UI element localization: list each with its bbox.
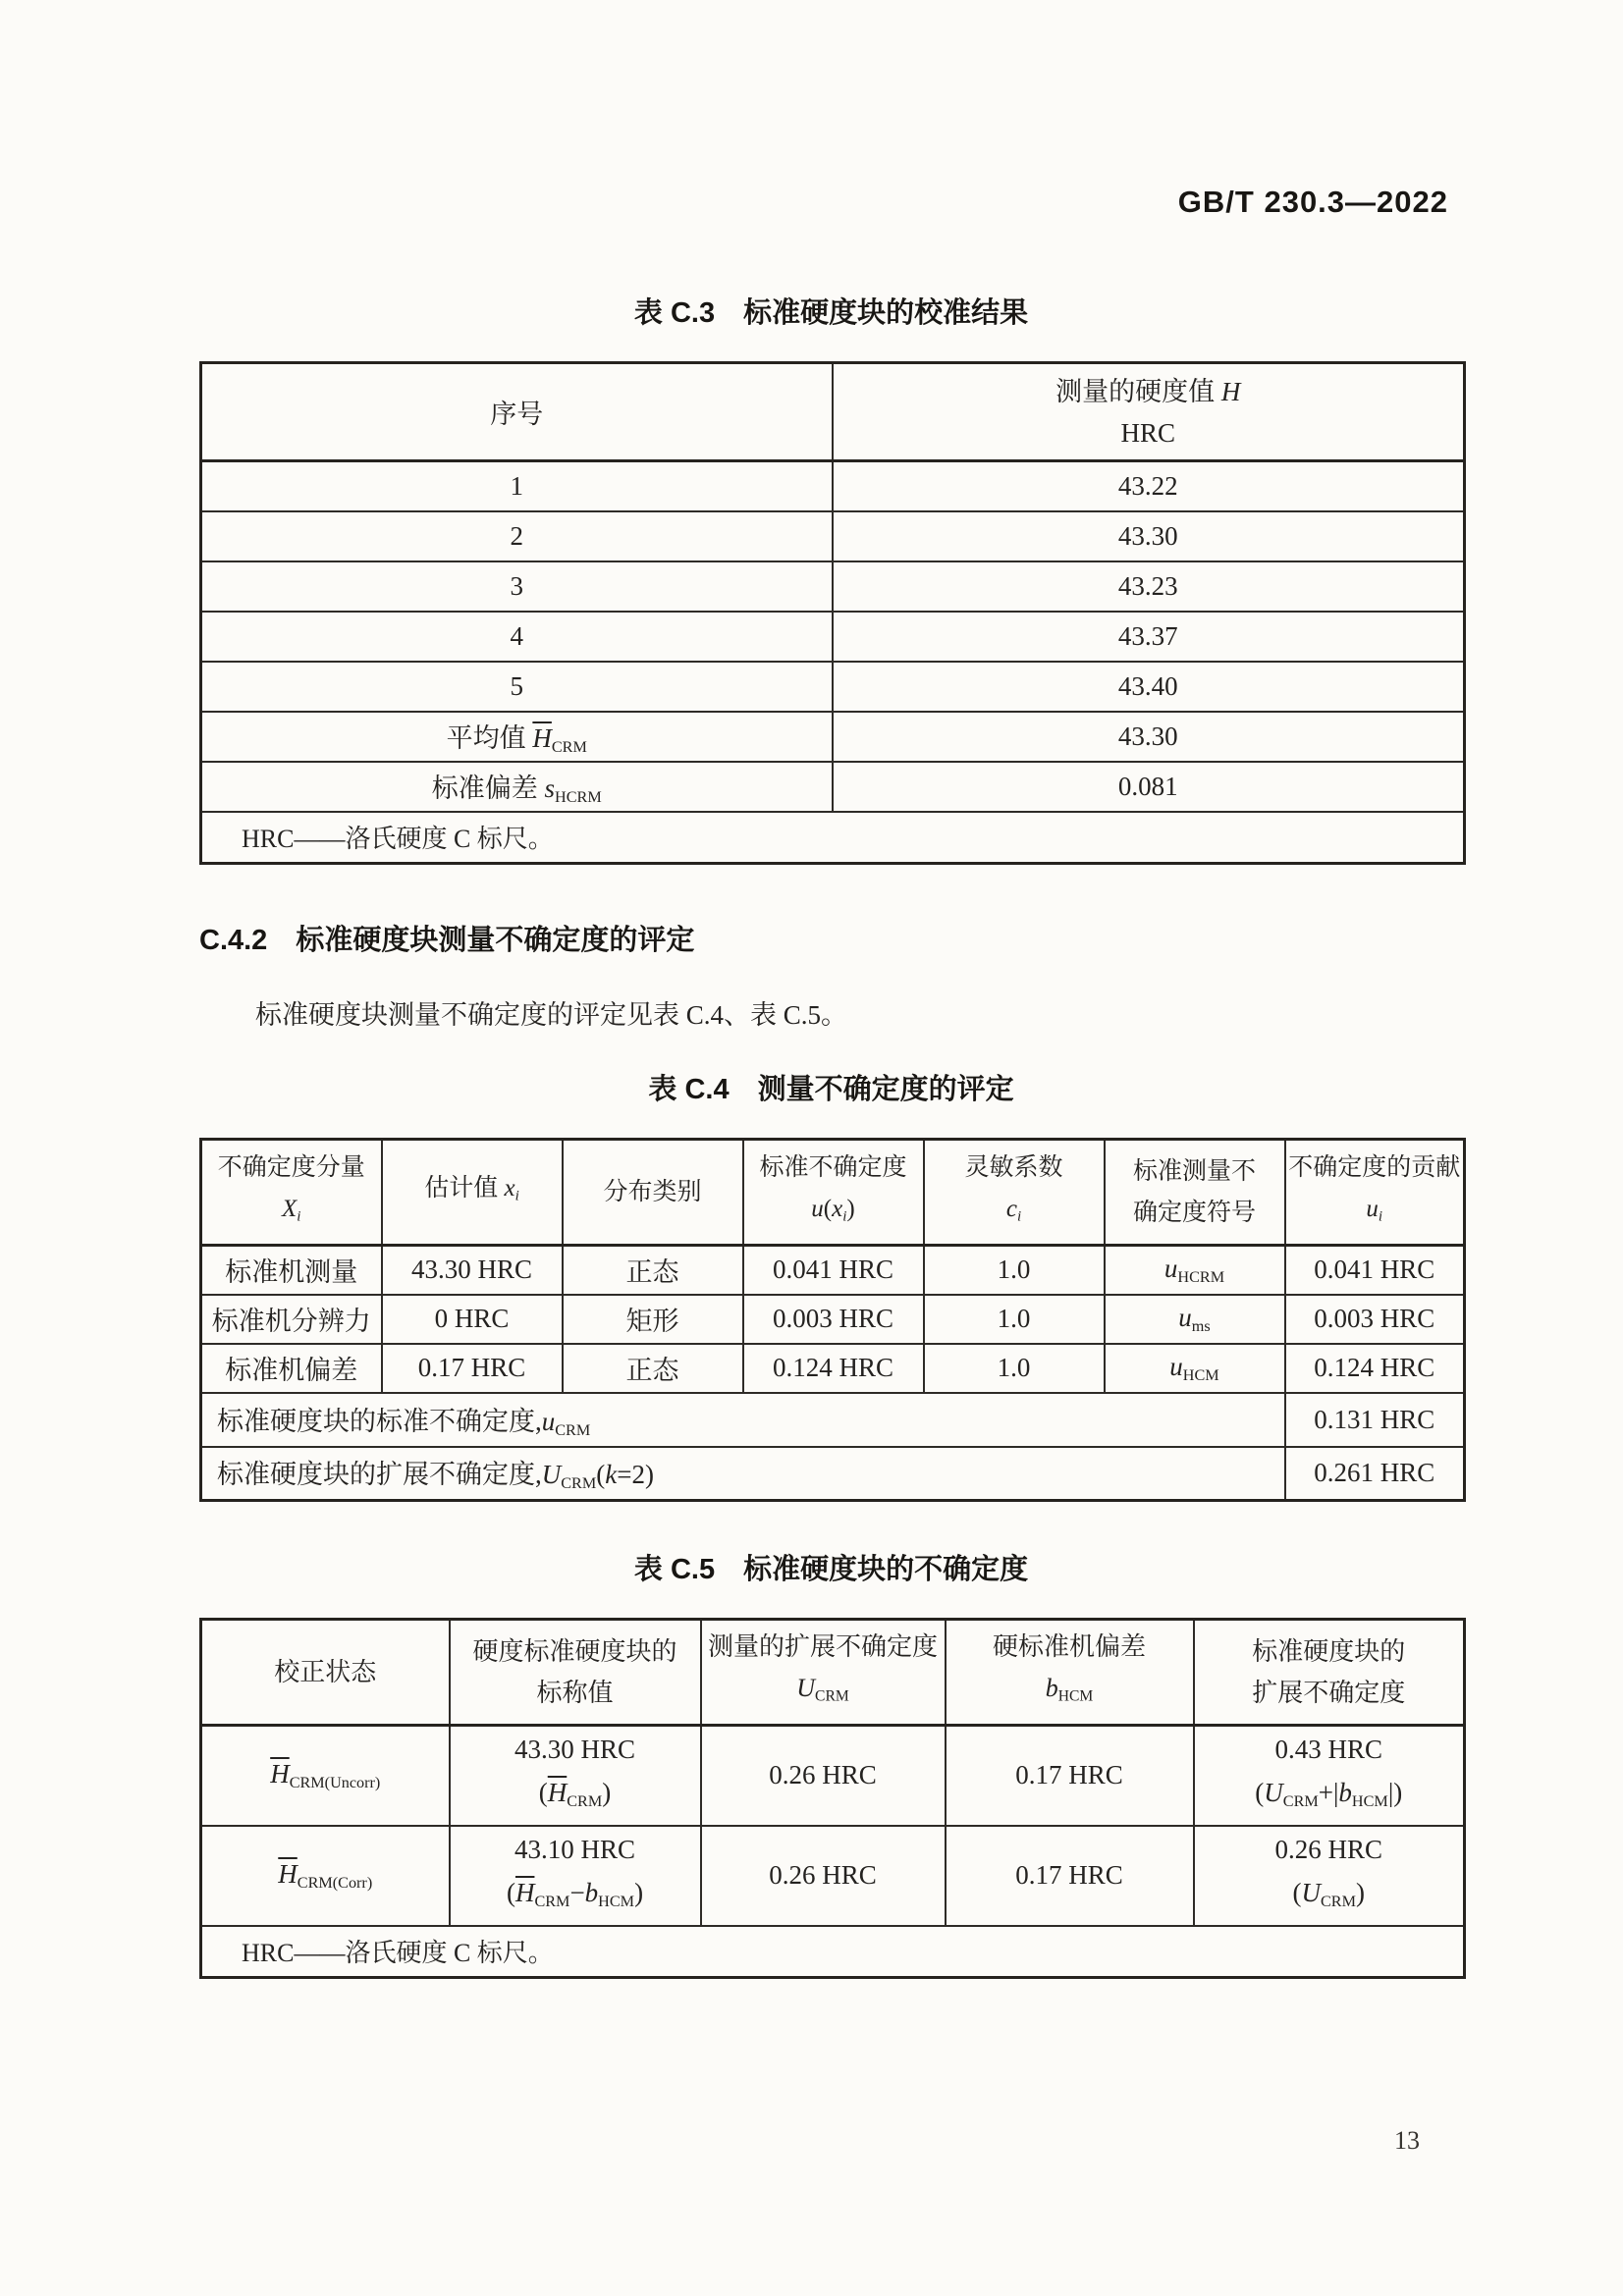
cell-hardness: 43.37 <box>833 612 1465 662</box>
cell-summary-value: 0.261 HRC <box>1285 1447 1465 1501</box>
cell-estimate: 0.17 HRC <box>382 1344 563 1393</box>
footnote-row <box>201 1926 1465 1978</box>
c5-header-block-expanded-uncertainty: 标准硬度块的 扩展不确定度 <box>1194 1620 1465 1726</box>
page-content <box>199 0 1463 1979</box>
cell-std-uncertainty: 0.124 HRC <box>743 1344 924 1393</box>
c5-footnote: HRC——洛氏硬度 C 标尺。 <box>201 1926 1465 1978</box>
cell-b-hcm: 0.17 HRC <box>946 1826 1194 1926</box>
cell-state: $\overline{H}CRM(Uncorr)$ <box>201 1726 450 1826</box>
c4-header-component: 不确定度分量 Xi <box>201 1140 382 1246</box>
cell-seq: 1 <box>201 461 833 511</box>
table-row <box>201 461 1465 511</box>
cell-seq: 4 <box>201 612 833 662</box>
table-c5 <box>199 1618 1466 1979</box>
cell-mean-value: 43.30 <box>833 712 1465 762</box>
stddev-row <box>201 762 1465 812</box>
c5-header-machine-bias: 硬标准机偏差 bHCM <box>946 1620 1194 1726</box>
cell-hardness: 43.23 <box>833 561 1465 612</box>
table-c4-header-row <box>201 1140 1465 1246</box>
cell-mean-label: 平均值 $\overline{H}CRM$ <box>201 712 833 762</box>
footnote-row <box>201 812 1465 864</box>
cell-component: 标准机偏差 <box>201 1344 382 1393</box>
cell-std-uncertainty: 0.041 HRC <box>743 1246 924 1295</box>
c4-header-symbol: 标准测量不 确定度符号 <box>1105 1140 1285 1246</box>
c5-header-nominal: 硬度标准硬度块的 标称值 <box>450 1620 701 1726</box>
cell-stddev-label: 标准偏差 sHCRM <box>201 762 833 812</box>
cell-component: 标准机分辨力 <box>201 1295 382 1344</box>
cell-summary-value: 0.131 HRC <box>1285 1393 1465 1447</box>
table-c4-title: 表 C.4 测量不确定度的评定 <box>648 1074 1014 1105</box>
cell-u-crm: 0.26 HRC <box>701 1826 946 1926</box>
c4-header-contribution: 不确定度的贡献 ui <box>1285 1140 1465 1246</box>
cell-expanded: 0.26 HRC (UCRM) <box>1194 1826 1465 1926</box>
cell-symbol: uHCRM <box>1105 1246 1285 1295</box>
table-row <box>201 1295 1465 1344</box>
c5-header-state: 校正状态 <box>201 1620 450 1726</box>
table-row <box>201 511 1465 561</box>
mean-row <box>201 712 1465 762</box>
cell-contribution: 0.003 HRC <box>1285 1295 1465 1344</box>
cell-hardness: 43.30 <box>833 511 1465 561</box>
cell-state: $\overline{H}CRM(Corr)$ <box>201 1826 450 1926</box>
c3-header-seq <box>201 363 833 461</box>
cell-distribution: 正态 <box>563 1246 743 1295</box>
table-c5-header-row <box>201 1620 1465 1726</box>
cell-sensitivity: 1.0 <box>924 1344 1105 1393</box>
table-row <box>201 612 1465 662</box>
summary-row <box>201 1393 1465 1447</box>
cell-distribution: 正态 <box>563 1344 743 1393</box>
cell-b-hcm: 0.17 HRC <box>946 1726 1194 1826</box>
table-c4 <box>199 1138 1466 1502</box>
table-row <box>201 1246 1465 1295</box>
c3-footnote: HRC——洛氏硬度 C 标尺。 <box>201 812 1465 864</box>
cell-hardness: 43.40 <box>833 662 1465 712</box>
standard-number: GB/T 230.3—2022 <box>1177 185 1448 219</box>
cell-seq: 3 <box>201 561 833 612</box>
c5-header-expanded-uncertainty: 测量的扩展不确定度 UCRM <box>701 1620 946 1726</box>
table-c3-header-row <box>201 363 1465 461</box>
cell-sensitivity: 1.0 <box>924 1246 1105 1295</box>
cell-distribution: 矩形 <box>563 1295 743 1344</box>
cell-summary-label: 标准硬度块的扩展不确定度,UCRM(k=2) <box>201 1447 1285 1501</box>
cell-stddev-value: 0.081 <box>833 762 1465 812</box>
cell-symbol: ums <box>1105 1295 1285 1344</box>
cell-estimate: 43.30 HRC <box>382 1246 563 1295</box>
table-c3 <box>199 361 1466 865</box>
cell-u-crm: 0.26 HRC <box>701 1726 946 1826</box>
cell-std-uncertainty: 0.003 HRC <box>743 1295 924 1344</box>
cell-hardness: 43.22 <box>833 461 1465 511</box>
c3-header-hardness <box>833 363 1465 461</box>
cell-nominal: 43.30 HRC $(\overline{H}CRM)$ <box>450 1726 701 1826</box>
cell-expanded: 0.43 HRC (UCRM+|bHCM|) <box>1194 1726 1465 1826</box>
c3-header-hardness-line2: HRC <box>1120 417 1176 448</box>
c4-header-std-uncertainty: 标准不确定度 u(xi) <box>743 1140 924 1246</box>
summary-row <box>201 1447 1465 1501</box>
page-number: 13 <box>1394 2126 1420 2155</box>
table-row <box>201 1826 1465 1926</box>
cell-component: 标准机测量 <box>201 1246 382 1295</box>
cell-estimate: 0 HRC <box>382 1295 563 1344</box>
cell-contribution: 0.041 HRC <box>1285 1246 1465 1295</box>
cell-contribution: 0.124 HRC <box>1285 1344 1465 1393</box>
c3-header-hardness-line1: 测量的硬度值 H <box>1055 376 1241 406</box>
cell-summary-label: 标准硬度块的标准不确定度,uCRM <box>201 1393 1285 1447</box>
table-row <box>201 1344 1465 1393</box>
c3-header-seq-label: 序号 <box>490 400 544 429</box>
clause-c42-paragraph: 标准硬度块测量不确定度的评定见表 C.4、表 C.5。 <box>255 1000 848 1030</box>
cell-symbol: uHCM <box>1105 1344 1285 1393</box>
table-row <box>201 1726 1465 1826</box>
c4-header-sensitivity: 灵敏系数 ci <box>924 1140 1105 1246</box>
table-c5-title: 表 C.5 标准硬度块的不确定度 <box>633 1554 1029 1585</box>
table-c3-title: 表 C.3 标准硬度块的校准结果 <box>633 297 1029 329</box>
cell-nominal: 43.10 HRC $(\overline{H}CRM-bHCM)$ <box>450 1826 701 1926</box>
clause-c42-heading: C.4.2 标准硬度块测量不确定度的评定 <box>199 925 695 956</box>
c4-header-estimate: 估计值 xi <box>382 1140 563 1246</box>
table-row <box>201 561 1465 612</box>
cell-seq: 2 <box>201 511 833 561</box>
cell-sensitivity: 1.0 <box>924 1295 1105 1344</box>
c4-header-distribution: 分布类别 <box>563 1140 743 1246</box>
cell-seq: 5 <box>201 662 833 712</box>
table-row <box>201 662 1465 712</box>
